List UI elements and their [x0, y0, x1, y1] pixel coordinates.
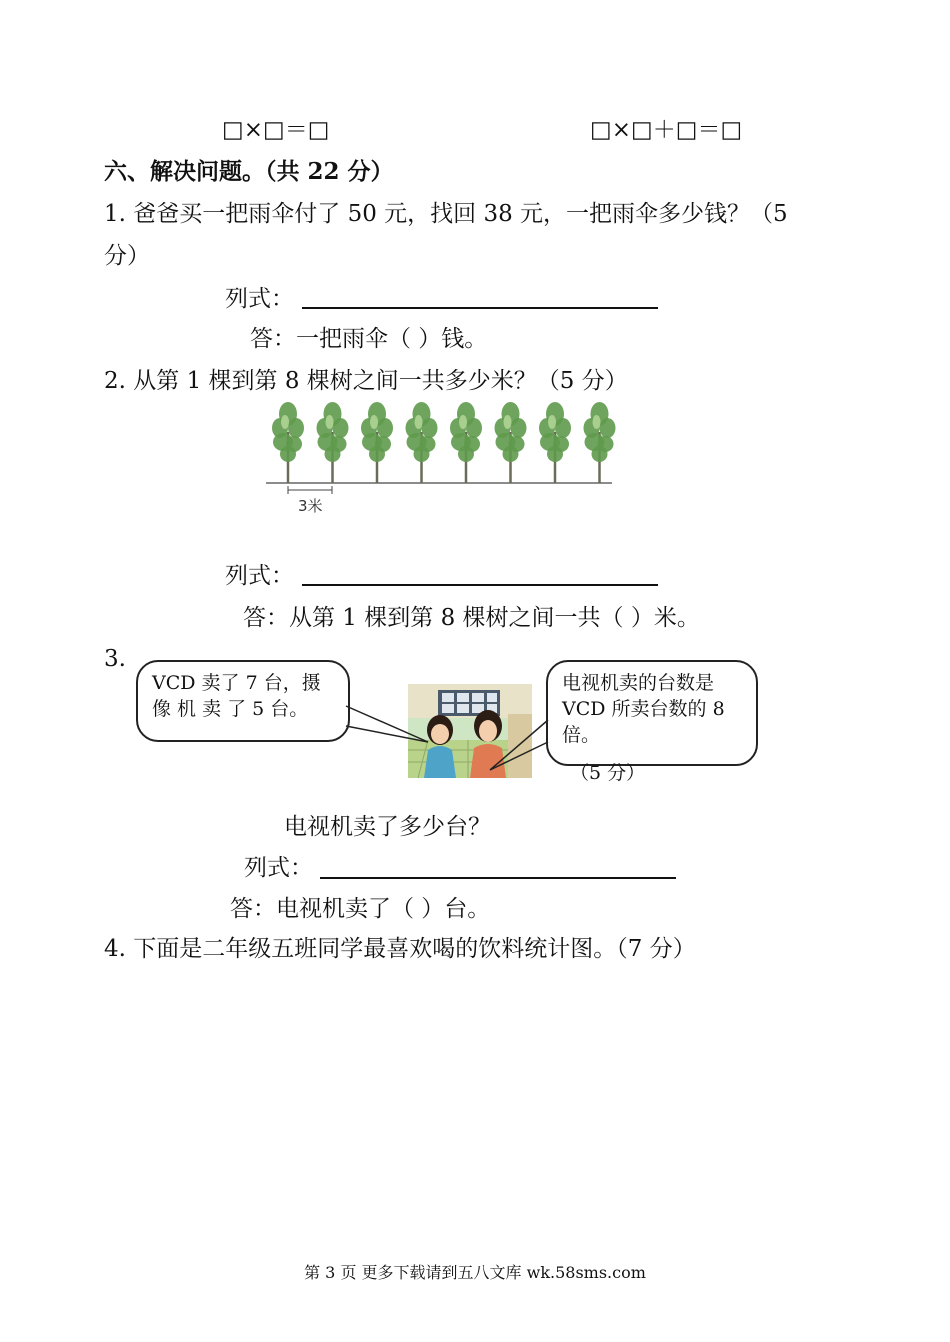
- problem3-points: （5 分）: [570, 762, 646, 784]
- equation-1: □×□＝□: [222, 117, 330, 143]
- section-heading: 六、解决问题。（共 22 分）: [104, 158, 394, 185]
- distance-label: 3米: [298, 497, 323, 515]
- problem1-question-line1: 1. 爸爸买一把雨伞付了 50 元，找回 38 元，一把雨伞多少钱？（5: [104, 201, 788, 227]
- problem3-formula-line[interactable]: [320, 877, 676, 879]
- equation-2: □×□＋□＝□: [590, 117, 743, 143]
- problem3-number: 3.: [104, 646, 126, 672]
- problem3-formula-label: 列式：: [244, 855, 313, 881]
- speech-bubble-right-text: 电视机卖的台数是 VCD 所卖台数的 8 倍。: [562, 672, 725, 746]
- problem3-question: 电视机卖了多少台？: [284, 814, 491, 840]
- problem2-answer: 答：从第 1 棵到第 8 棵树之间一共（ ）米。: [243, 605, 700, 631]
- problem2-formula-label: 列式：: [225, 563, 294, 589]
- problem3-answer: 答：电视机卖了（ ）台。: [230, 896, 491, 922]
- problem1-answer: 答：一把雨伞（ ）钱。: [250, 326, 488, 352]
- problem2-question: 2. 从第 1 棵到第 8 棵树之间一共多少米？（5 分）: [104, 368, 628, 394]
- speech-bubble-left-text: VCD 卖了 7 台，摄 像 机 卖 了 5 台。: [152, 672, 321, 720]
- problem1-formula-label: 列式：: [225, 286, 294, 312]
- page-footer: 第 3 页 更多下载请到五八文库 wk.58sms.com: [304, 1263, 646, 1282]
- problem1-question-line2: 分）: [104, 243, 150, 269]
- problem4-question: 4. 下面是二年级五班同学最喜欢喝的饮料统计图。（7 分）: [104, 936, 696, 962]
